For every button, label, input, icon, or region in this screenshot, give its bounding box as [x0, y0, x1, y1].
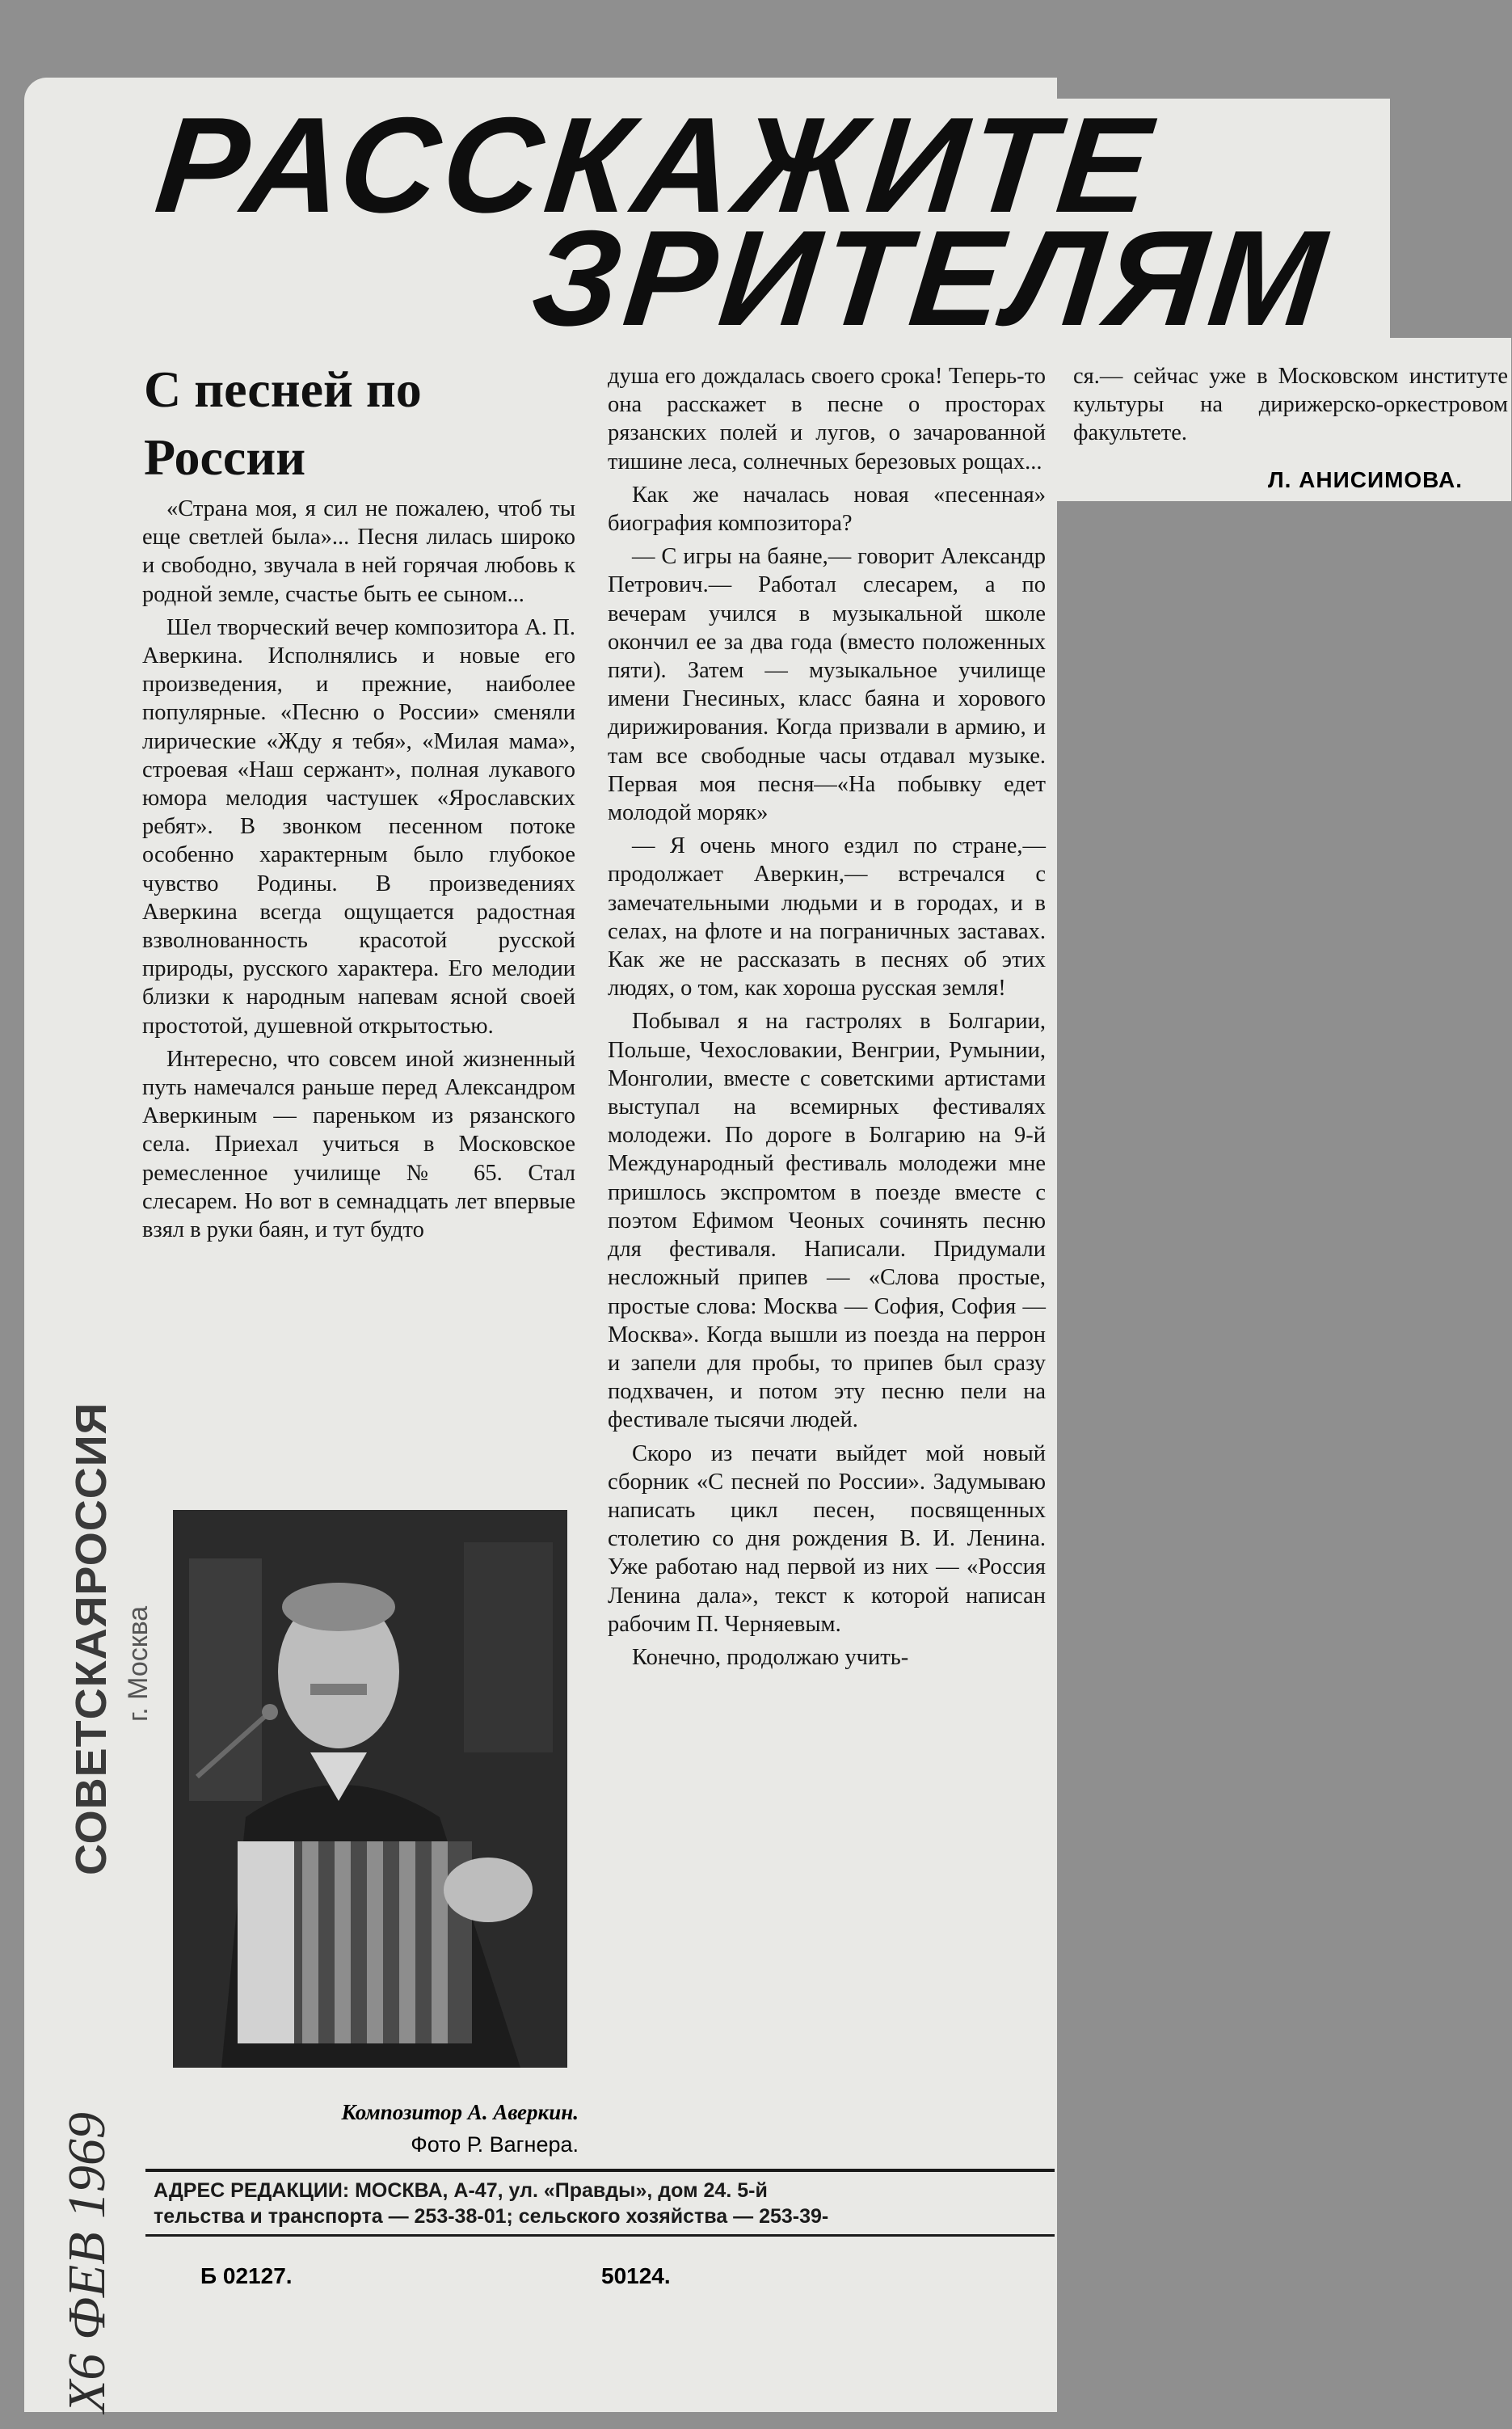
editorial-address [154, 2178, 1051, 2229]
paragraph: Побывал я на гастролях в Болгарии, Польше, Чехословакии, Венгрии, Румынии, Монголии, вместе с советскими артистами выступал на всемирных фестивалях молодежи. По дороге в Болгарию на 9-й Международный фестиваль молодежи мне пришлось экспромтом в поезде вместе с поэтом Ефимом Чеоных сочинять песню для фестиваля. Написали. Придумали несложный припев — «Слова простые, простые слова: Москва — София, София — Москва». Когда вышли из поезда на перрон и запели для пробы, то припев был сразу подхвачен, и потом эту песню пели на фестивале тысячи людей. [608, 1009, 1046, 1433]
article-column-2 [608, 362, 1046, 1676]
newspaper-stamp: СОВЕТСКАЯРОССИЯ [67, 1402, 116, 1875]
paragraph: Интересно, что совсем иной жизненный путь намечался раньше перед Александром Аверкиным — пареньком из рязанского села. Приехал учиться в Московское ремесленное училище № 65. Стал слесарем. Но вот в семнадцать лет впервые взял в руки баян, и тут будто [142, 1046, 575, 1243]
address-line-2: тельства и транспорта — 253-38-01; сельского хозяйства — 253-39- [154, 2205, 829, 2228]
paragraph: Как же началась новая «песенная» биография композитора? [608, 482, 1046, 537]
paragraph: «Страна моя, я сил не пожалею, чтоб ты еще светлей была»... Песня лилась широко и свободно, звучала в ней горячая любовь к родной земле, счастье быть ее сыном... [142, 496, 575, 607]
paragraph: — С игры на баяне,— говорит Александр Петрович.— Работал слесарем, а по вечерам учился в музыкальной школе окончил ее за два года (вместо положенных пяти). Затем — музыкальное училище имени Гнесиных, класс баяна и хорового дирижирования. Когда призвали в армию, и там все свободные часы отдавал музыке. Первая моя песня—«На побывку едет молодой моряк» [608, 544, 1046, 826]
photo-caption [191, 2096, 579, 2161]
footer-divider-bottom [145, 2234, 1055, 2237]
headline-line-1: РАССКАЖИТЕ [150, 89, 1162, 241]
caption-photographer: Фото Р. Вагнера. [411, 2132, 579, 2157]
paragraph: ся.— сейчас уже в Московском институте культуры на дирижерско-оркестровом факультете. [1073, 364, 1508, 446]
article-title: С песней по России [144, 361, 422, 486]
address-line-1: АДРЕС РЕДАКЦИИ: МОСКВА, А-47, ул. «Правды», дом 24. 5-й [154, 2179, 768, 2202]
paragraph: душа его дождалась своего срока! Теперь-то она расскажет в песне о просторах рязанских полей и лугов, о зачарованной тишине леса, солнечных березовых рощах... [608, 364, 1046, 474]
paragraph: Скоро из печати выйдет мой новый сборник «С песней по России». Задумываю написать цикл песен, посвященных столетию со дня рождения В. И. Ленина. Уже работаю над первой из них — «Россия Ленина дала», текст к которой написан рабочим П. Черняевым. [608, 1440, 1046, 1637]
composer-photo [173, 1510, 567, 2068]
print-code-left: Б 02127. [200, 2263, 293, 2288]
headline-line-2: ЗРИТЕЛЯМ [525, 202, 1337, 354]
article-column-1 [142, 495, 575, 1249]
paragraph: Конечно, продолжаю учить- [632, 1644, 909, 1670]
paragraph: Шел творческий вечер композитора А. П. Аверкина. Исполнялись и новые его произведения, и прежние, наиболее популярные. «Песню о России» сменяли лирические «Жду я тебя», «Милая мама», строевая «Наш сержант», полная лукавого юмора мелодия частушек «Ярославских ребят». В звонком песенном потоке особенно характерным было глубокое чувство Родины. В произведениях Аверкина всегда ощущается радостная взволнованность красотой русской природы, русского характера. Его мелодии близки к народным напевам ясной своей простотой, душевной открытостью. [142, 614, 575, 1039]
footer-divider-top [145, 2169, 1055, 2172]
caption-composer: Композитор А. Аверкин. [341, 2100, 579, 2124]
author-signature: Л. АНИСИМОВА. [1267, 467, 1463, 492]
article-column-3 [1073, 362, 1508, 453]
print-code-right: 50124. [601, 2263, 671, 2288]
date-stamp: Х6 ФЕВ 1969 [57, 2111, 116, 2413]
city-stamp: г. Москва [123, 1605, 154, 1722]
accordion-player-image [173, 1510, 567, 2068]
paragraph: — Я очень много ездил по стране,— продолжает Аверкин,— встречался с замечательными людьми и в городах, и в селах, на флоте и на пограничных заставах. Как же не рассказать в песнях об этих людях, о том, как хороша русская земля! [608, 833, 1046, 1002]
